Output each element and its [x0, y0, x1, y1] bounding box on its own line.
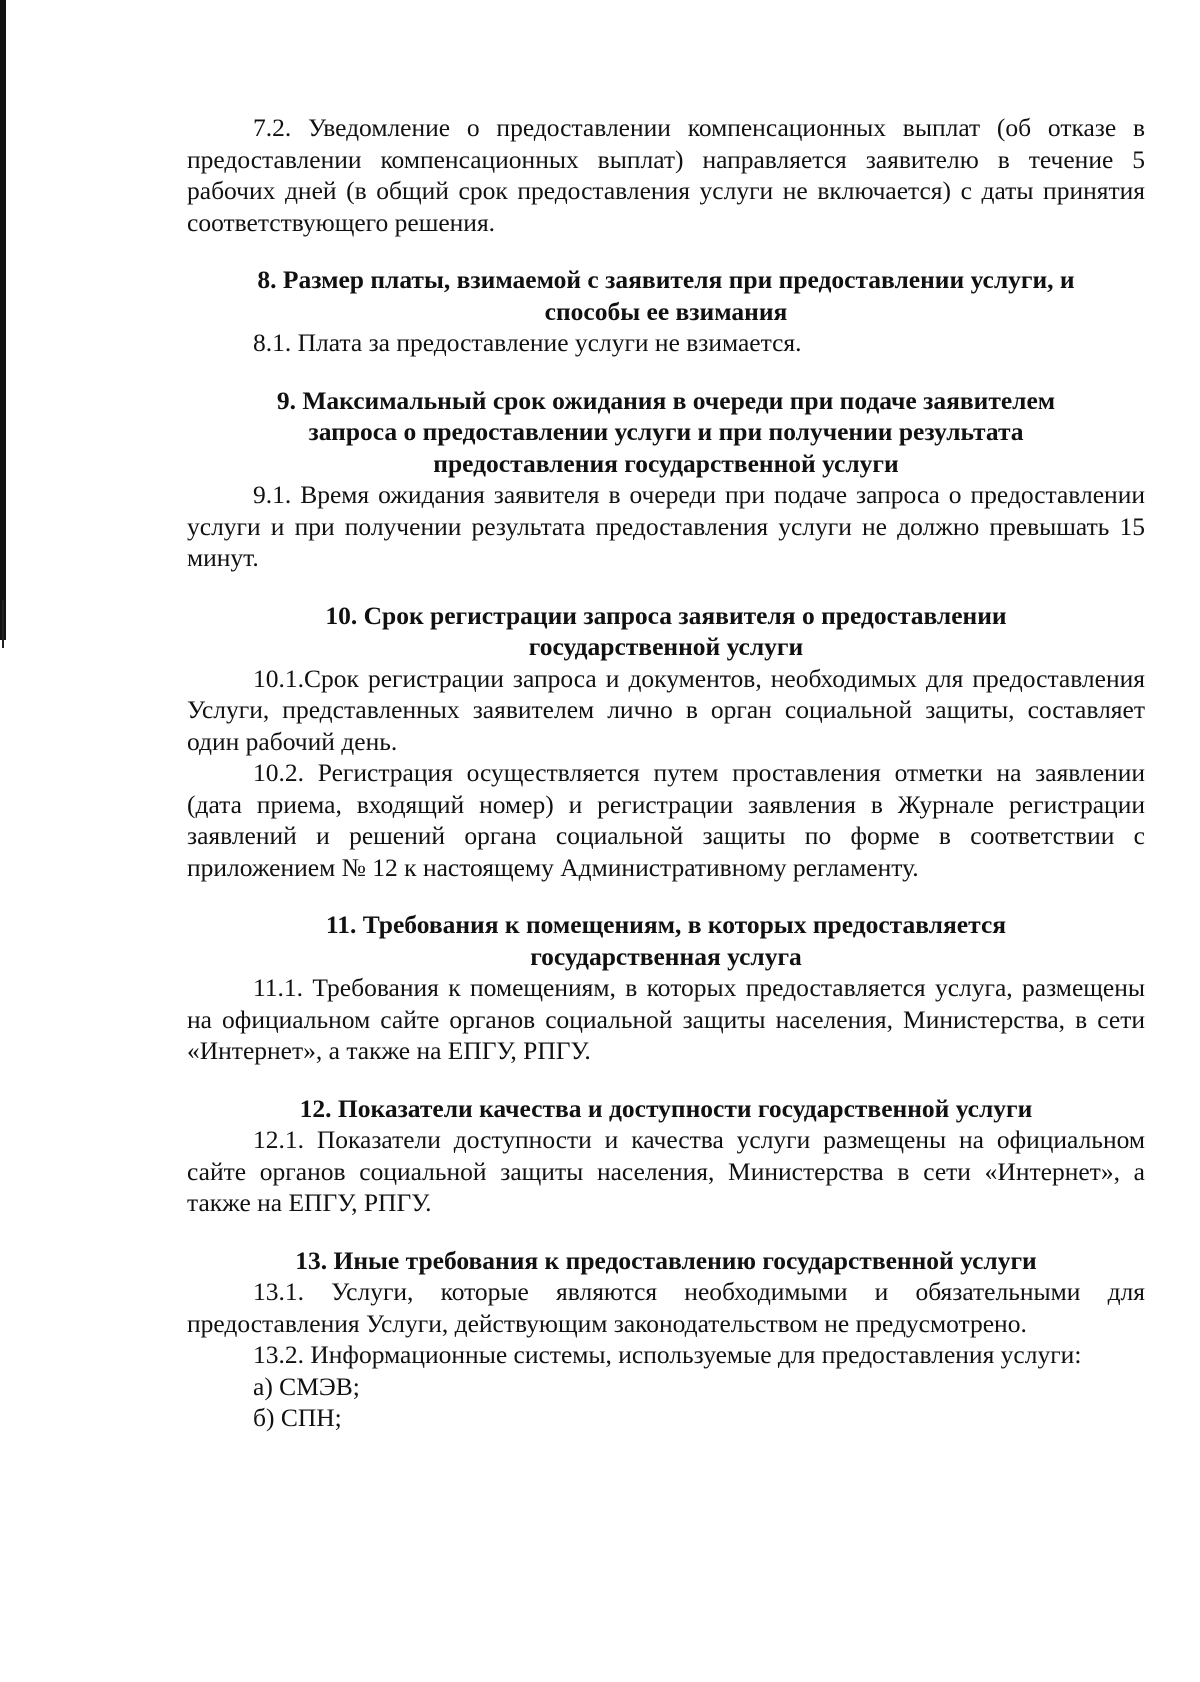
paragraph-12-1: 12.1. Показатели доступности и качества услуги размещены на официальном сайте органов социальной защиты населения, Министерства в сети «Интернет», а также на ЕПГУ, РПГУ.: [187, 1125, 1145, 1217]
heading-section-8: 8. Размер платы, взимаемой с заявителя при предоставлении услуги, и способы ее взимания: [257, 265, 1075, 326]
heading-section-13: 13. Иные требования к предоставлению государственной услуги: [295, 1245, 1037, 1275]
paragraph-13-2: 13.2. Информационные системы, используемые для предоставления услуги:: [253, 1340, 1082, 1369]
paragraph-7-2: 7.2. Уведомление о предоставлении компенсационных выплат (об отказе в предоставлении компенсационных выплат) направляется заявителю в течение 5 рабочих дней (в общий срок предоставления услуги не включается) с даты принятия соответствующего решения.: [187, 113, 1145, 237]
paragraph-8-1: 8.1. Плата за предоставление услуги не взимается.: [253, 328, 802, 357]
heading-section-10: 10. Срок регистрации запроса заявителя о предоставлении государственной услуги: [325, 600, 1007, 661]
paragraph-10-1: 10.1.Срок регистрации запроса и документов, необходимых для предоставления Услуги, представленных заявителем лично в орган социальной защиты, составляет один рабочий день.: [187, 663, 1145, 756]
list-item-smev: а) СМЭВ;: [253, 1371, 360, 1401]
list-item-spn: б) СПН;: [253, 1403, 342, 1432]
paragraph-13-1: 13.1. Услуги, которые являются необходимыми и обязательными для предоставления Услуги, действующим законодательством не предусмотрено.: [187, 1277, 1145, 1338]
heading-section-12: 12. Показатели качества и доступности государственной услуги: [299, 1093, 1033, 1123]
scan-edge-mark-thin: [2, 600, 4, 648]
paragraph-11-1: 11.1. Требования к помещениям, в которых предоставляется услуга, размещены на официальном сайте органов социальной защиты населения, Министерства, в сети «Интернет», а также на ЕПГУ, РПГУ.: [187, 973, 1145, 1065]
heading-section-9: 9. Максимальный срок ожидания в очереди при подаче заявителем запроса о предоставлении услуги и при получении результата предоставления государственной услуги: [276, 385, 1056, 478]
document-page: [187, 112, 1145, 1434]
paragraph-10-2: 10.2. Регистрация осуществляется путем проставления отметки на заявлении (дата приема, входящий номер) и регистрации заявления в Журнале регистрации заявлений и решений органа социальной защиты по форме в соответствии с приложением № 12 к настоящему Административному регламенту.: [187, 758, 1145, 882]
heading-section-11: 11. Требования к помещениям, в которых предоставляется государственная услуга: [325, 910, 1007, 971]
scan-edge-mark: [0, 0, 6, 640]
paragraph-9-1: 9.1. Время ожидания заявителя в очереди при подаче запроса о предоставлении услуги и при получении результата предоставления услуги не должно превышать 15 минут.: [187, 480, 1145, 572]
